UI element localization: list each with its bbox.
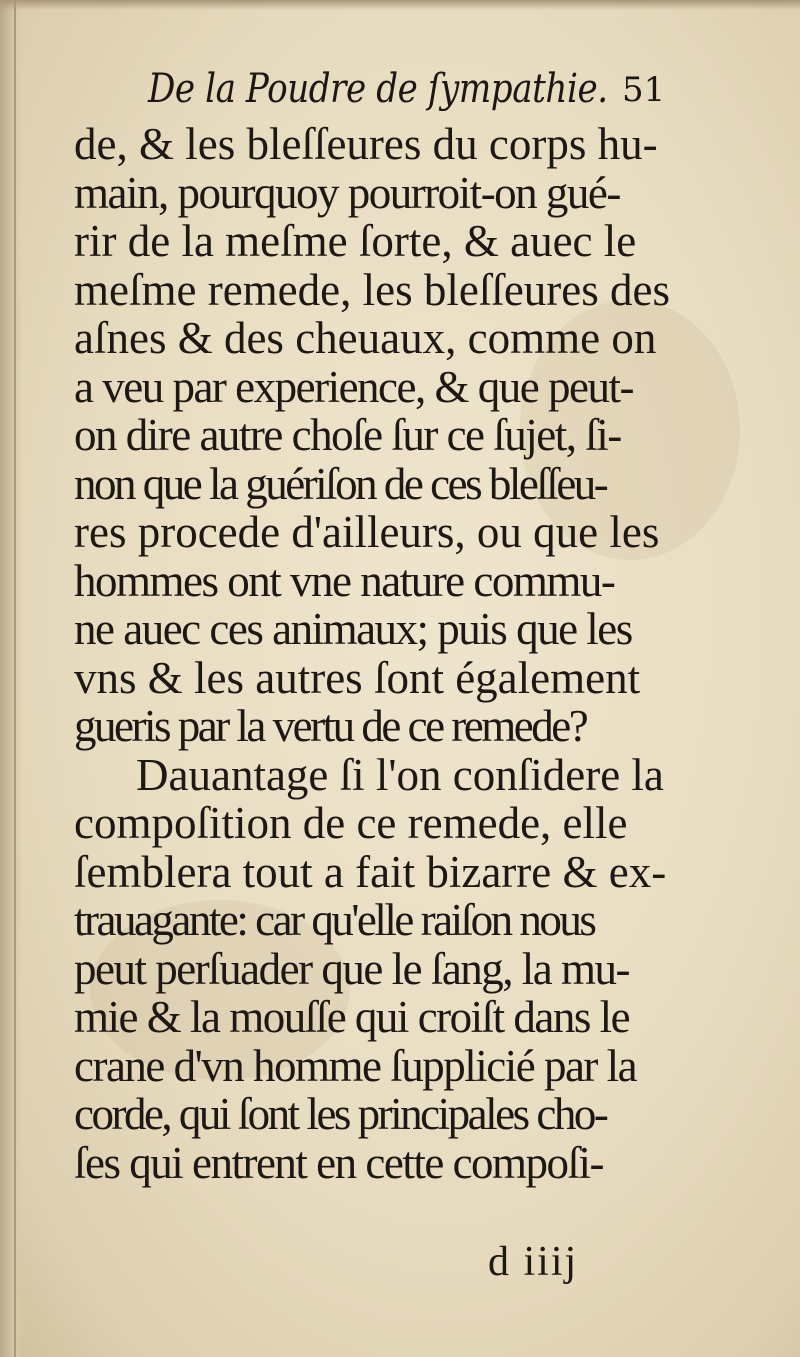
text-line: peut perſuader que le ſang, la mu-	[74, 943, 630, 994]
text-line: on dire autre choſe ſur ce ſujet, ſi-	[74, 410, 621, 460]
text-line: gueris par la vertu de ce remede?	[74, 701, 587, 751]
text-line: crane d'vn homme ſupplicié par la	[74, 1040, 637, 1091]
text-line: rir de la meſme ſorte, & auec le	[74, 216, 637, 266]
text-line: corde, qui ſont les principales cho-	[74, 1089, 607, 1139]
body-text	[74, 120, 684, 1187]
binding-edge-line	[14, 0, 16, 1357]
text-line: hommes ont vne nature commu-	[74, 555, 615, 606]
text-line: vns & les autres ſont également	[74, 652, 641, 703]
text-line: aſnes & des cheuaux, comme on	[74, 313, 657, 363]
text-line: a veu par experience, & que peut-	[74, 361, 633, 412]
paragraph-start-line: Dauantage ſi l'on conſidere la	[136, 749, 664, 800]
binding-gutter	[0, 0, 22, 1357]
running-title: De la Poudre de ſympathie.	[148, 66, 608, 112]
page-number: 51	[622, 70, 666, 110]
text-line: res procede d'ailleurs, ou que les	[74, 507, 660, 557]
text-line: compoſition de ce remede, elle	[74, 798, 628, 848]
text-line: trauagante: car qu'elle raiſon nous	[74, 895, 595, 945]
text-line: meſme remede, les bleſſeures des	[74, 264, 671, 315]
text-line: mie & la mouſſe qui croiſt dans le	[74, 992, 630, 1042]
text-line: ſemblera tout a fait bizarre & ex-	[74, 846, 667, 897]
text-line: ne auec ces animaux; puis que les	[74, 604, 632, 654]
text-line: main, pourquoy pourroit-on gué-	[74, 167, 620, 218]
text-line: de, & les bleſſeures du corps hu-	[74, 119, 658, 169]
text-line: non que la guériſon de ces bleſſeu-	[74, 458, 607, 509]
signature-mark: d iiij	[488, 1239, 579, 1285]
text-line: ſes qui entrent en cette compoſi-	[74, 1137, 604, 1188]
page-top-edge	[0, 0, 800, 10]
